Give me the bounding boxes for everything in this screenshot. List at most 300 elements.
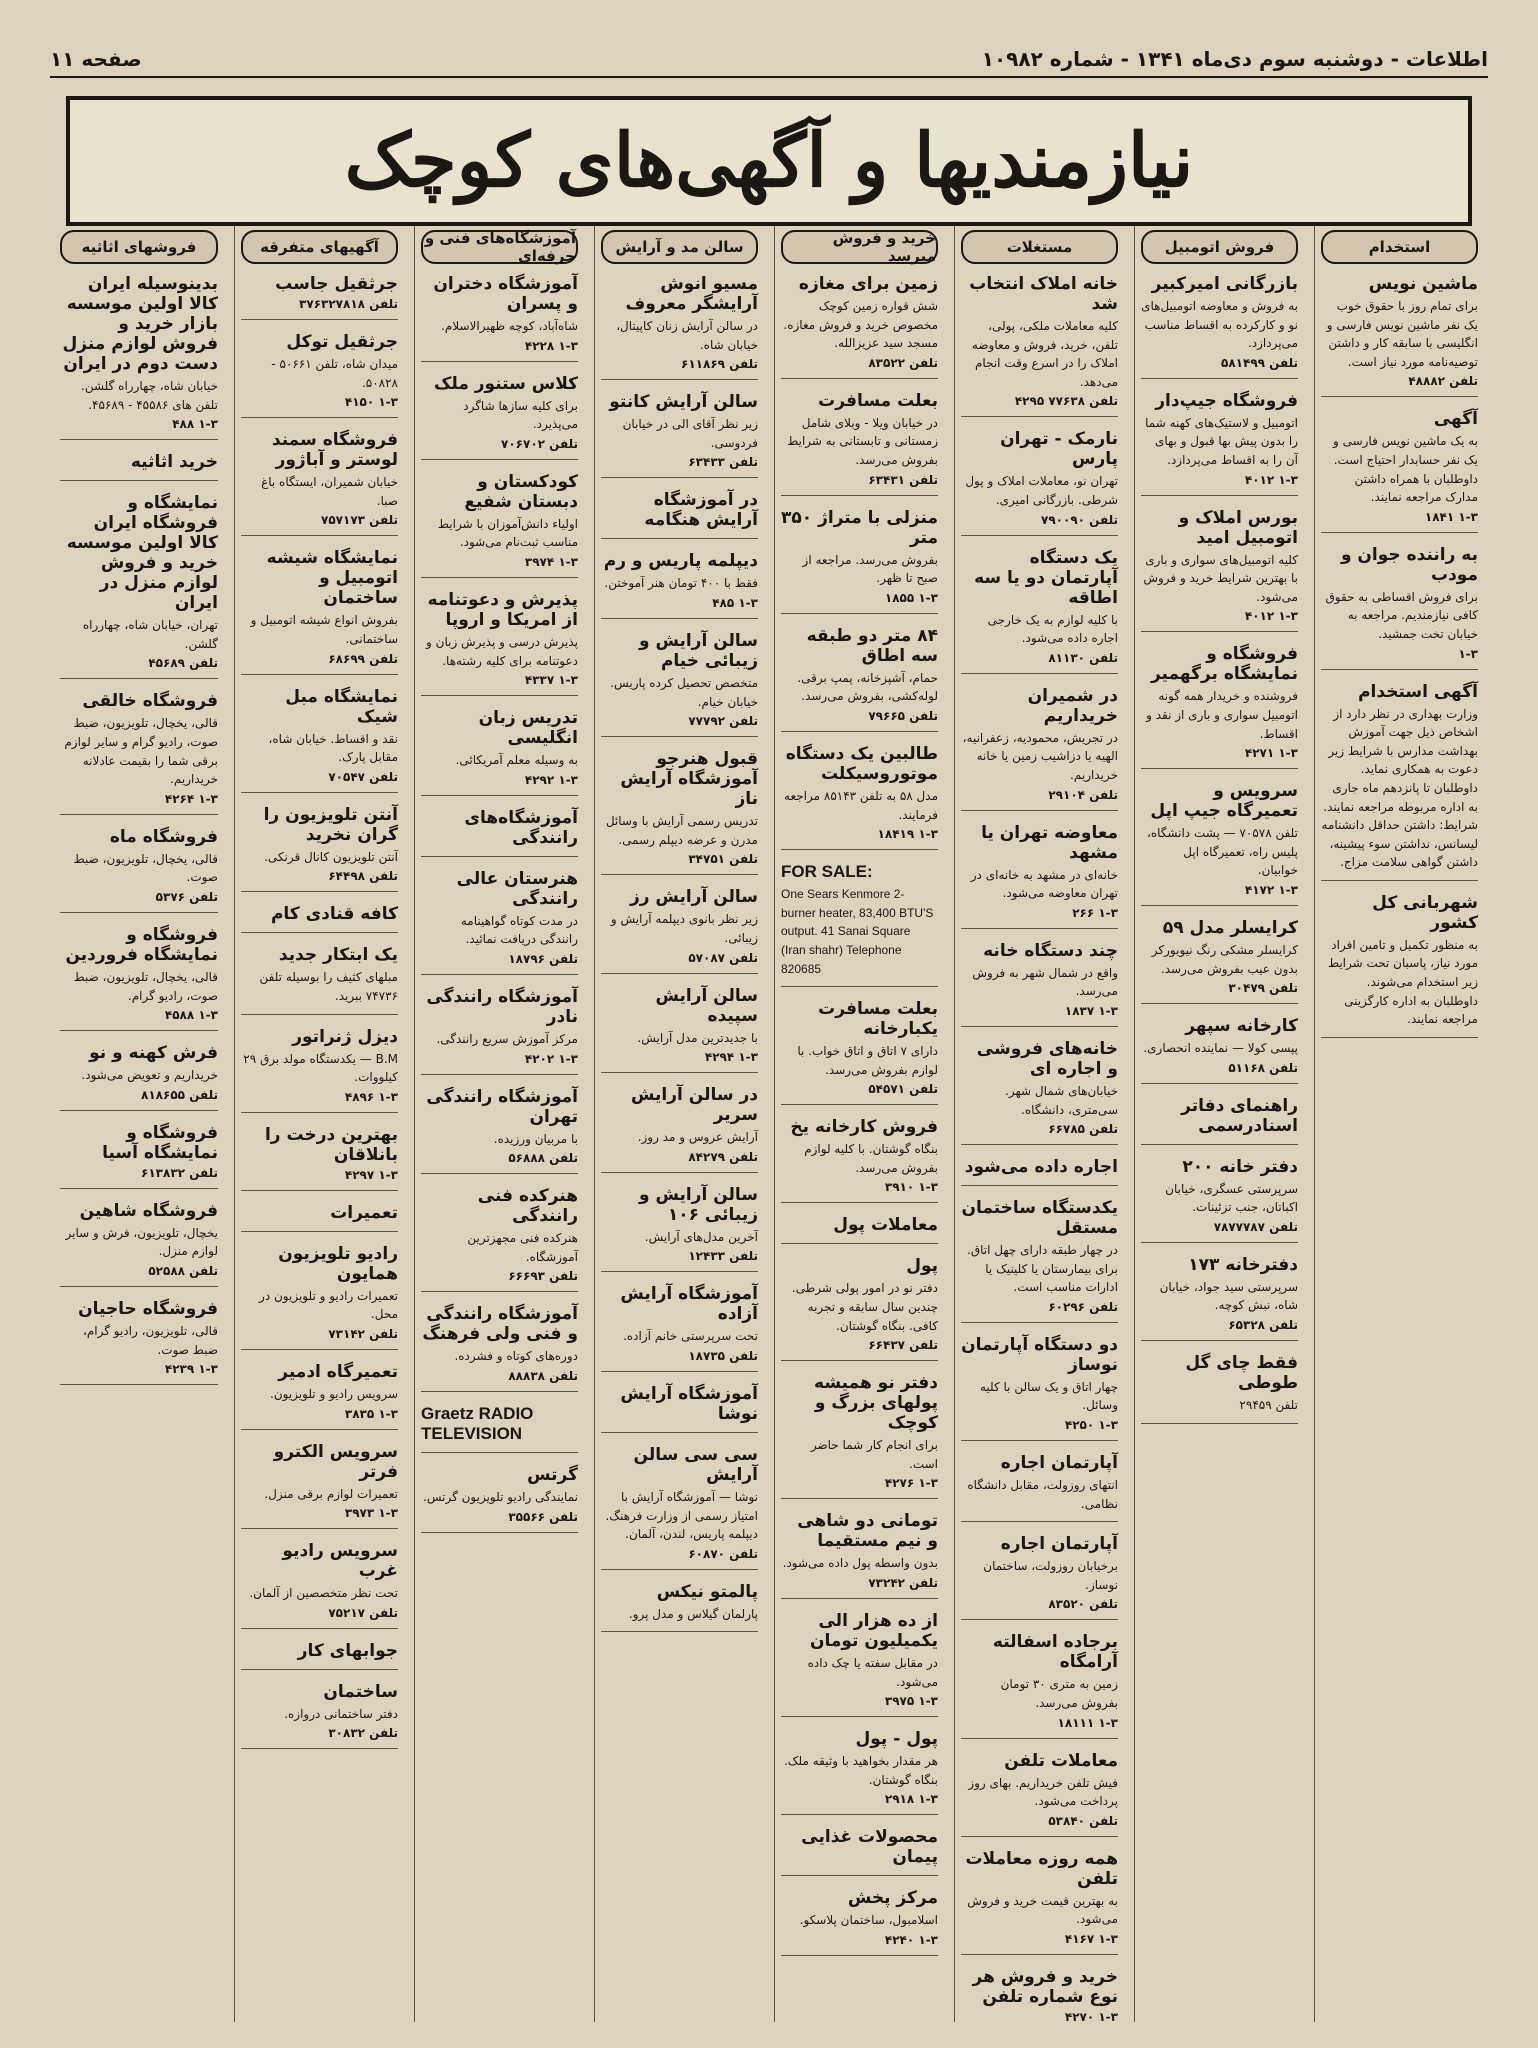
- ad-title: یک دستگاه آپارتمان دو یا سه اطاقه: [974, 547, 1118, 608]
- ad-title: خرید اثاثیه: [130, 452, 218, 473]
- classified-ad: [241, 332, 398, 418]
- classified-ad: [781, 999, 938, 1105]
- ad-title: آپارتمان اجاره: [1000, 1534, 1118, 1555]
- classified-ad: [961, 274, 1118, 417]
- classified-ad: [961, 1335, 1118, 1441]
- classified-ad: [601, 1445, 758, 1570]
- ad-divider: [241, 1112, 398, 1113]
- ad-phone: تلفن ۷۰۶۷۰۲: [501, 436, 578, 451]
- ad-body: خریداریم و تعویض می‌شود.: [81, 1068, 218, 1083]
- classified-ad: [961, 1039, 1118, 1145]
- ad-title: سرویس و تعمیرگاه جیپ اپل: [1150, 781, 1298, 822]
- ad-title: تدریس زبان انگلیسی: [478, 708, 578, 749]
- classified-ad: [601, 392, 758, 478]
- ad-phone: تلفن ۳۰۸۳۲: [328, 1726, 398, 1741]
- ad-title: پالمتو نیکس: [656, 1581, 758, 1602]
- classified-ad: [60, 1299, 218, 1385]
- ad-body: خانه‌ای در مشهد به خانه‌ای در تهران معاوضه می‌شود.: [970, 867, 1118, 901]
- ad-divider: [601, 736, 758, 737]
- ad-divider: [601, 1072, 758, 1073]
- ad-body: B.M — یکدستگاه مولد برق ۲۹ کیلووات.: [243, 1051, 398, 1085]
- ad-title: مسیو انوش آرایشگر معروف: [625, 274, 758, 314]
- ad-body: بفروش انواع شیشه اتومبیل و ساختمانی.: [250, 613, 398, 646]
- ad-phone: تلفن ۵۱۱۶۸: [1228, 1060, 1298, 1075]
- ad-body: تحت سرپرستی خانم آزاده.: [623, 1329, 758, 1344]
- ad-divider: [241, 674, 398, 675]
- ad-divider: [601, 1631, 758, 1632]
- ad-body: قالی، تلویزیون، رادیو گرام، ضبط صوت.: [82, 1323, 218, 1357]
- ad-body: کرایسلر مشکی رنگ نیویورکر بدون عیب بفروش می‌رسد.: [1151, 942, 1298, 976]
- ad-column: [594, 226, 764, 2022]
- ad-phone: ۱-۳ ۴۰۱۲: [1244, 472, 1298, 487]
- ad-divider: [781, 1360, 938, 1361]
- ad-body: برخیابان روزولت، ساختمان نوساز.: [983, 1559, 1118, 1592]
- ad-body: تحت نظر متخصصین از آلمان.: [249, 1586, 398, 1601]
- ad-divider: [1141, 1144, 1298, 1145]
- ad-body: متخصص تحصیل کرده پاریس. خیابان خیام.: [610, 675, 758, 709]
- ad-body: اولیاء دانش‌آموزان با شرایط مناسب ثبت‌نام می‌شود.: [437, 516, 578, 550]
- ad-title: فروشگاه خالقی: [82, 691, 218, 712]
- ad-body: زمین به متری ۳۰ تومان بفروش می‌رسد.: [1000, 1677, 1118, 1711]
- ad-divider: [421, 459, 578, 460]
- ad-body: تعمیرات رادیو و تلویزیون در محل.: [259, 1288, 398, 1322]
- ad-body: تلفن ۷۰۵۷۸ — پشت دانشگاه، پلیس راه، تعمیرگاه اپل خوابیان.: [1146, 826, 1298, 878]
- ad-body: بدون واسطه پول داده می‌شود.: [782, 1556, 938, 1571]
- classified-ad: [241, 430, 398, 536]
- ad-body: در چهار طبقه دارای چهل اتاق. برای بیمارستان یا کلینیک یا ادارات مناسب است.: [967, 1243, 1118, 1295]
- classified-ad: [1141, 781, 1298, 906]
- ad-title: خانه املاک انتخاب شد: [969, 274, 1118, 314]
- ad-body: با مربیان ورزیده.: [493, 1131, 578, 1146]
- ad-title: نمایشگاه مبل شیک: [285, 686, 398, 727]
- ad-title: سالن آرایش رز: [629, 887, 758, 908]
- ad-body: سرپرستی سید جواد، خیابان شاه، نبش کوچه.: [1159, 1279, 1298, 1313]
- classified-ad: [1141, 918, 1298, 1004]
- ad-divider: [241, 1628, 398, 1629]
- ad-body: آخرین مدل‌های آرایش.: [644, 1229, 758, 1244]
- column-heading: فروشهای اثاثیه: [60, 230, 218, 264]
- ad-phone: تلفن ۵۴۵۷۱: [868, 1082, 938, 1097]
- ad-phone: ۱-۳ ۳۸۳۵: [344, 1406, 398, 1421]
- ad-divider: [781, 378, 938, 379]
- ad-body: دفتر نو در امور پولی شرطی. چندین سال سابقه و تجربه کافی. بنگاه گوشتان.: [791, 1281, 938, 1333]
- ad-title: پذیرش و دعوتنامه از امریکا و اروپا: [427, 589, 578, 630]
- ad-title: سالن آرایش سپیده: [655, 985, 758, 1026]
- ad-column: [234, 226, 404, 2022]
- ad-divider: [1321, 1037, 1478, 1038]
- ad-phone: ۱-۳ ۴۲۶۴: [164, 791, 218, 806]
- classified-ad: [961, 1751, 1118, 1837]
- ad-divider: [961, 810, 1118, 811]
- ad-divider: [961, 673, 1118, 674]
- ad-title: برجاده اسفالته آرامگاه: [992, 1632, 1118, 1673]
- ad-phone: تلفن ۷۵۷۱۷۳: [321, 513, 398, 528]
- ad-divider: [421, 1391, 578, 1392]
- page-number: صفحه ۱۱: [50, 47, 142, 71]
- ad-title: فقط چای گل طوطی: [1185, 1353, 1298, 1394]
- ad-phone: تلفن ۳۵۵۶۶: [508, 1509, 578, 1524]
- ad-body: برای فروش اقساطی به حقوق کافی نیازمندیم. مراجعه به خیابان تخت جمشید.: [1325, 589, 1478, 641]
- ad-body: برای تمام روز با حقوق خوب یک نفر ماشین نویس فارسی و انگلیسی با سابقه کار و داشتن توصیه‌نامه مورد نیاز است.: [1326, 299, 1478, 369]
- classified-ad: [781, 274, 938, 379]
- classified-ad: [421, 869, 578, 975]
- ad-title: سالن آرایش کانتو: [609, 392, 758, 413]
- ad-phone: ۱-۳ ۴۲۲۸: [524, 338, 578, 353]
- ad-body: برای کلیه سازها شاگرد می‌پذیرد.: [463, 398, 578, 432]
- ad-divider: [781, 1598, 938, 1599]
- classified-ad: [961, 686, 1118, 811]
- ad-divider: [601, 477, 758, 478]
- ad-phone: تلفن ۴۵۶۸۹: [148, 656, 218, 671]
- ad-phone: ۱-۳ ۴۲۷۰: [1064, 2010, 1118, 2022]
- ad-title: FOR SALE:: [781, 862, 873, 882]
- ad-divider: [1141, 1340, 1298, 1341]
- ad-divider: [241, 1190, 398, 1191]
- classified-ad: [241, 1641, 398, 1670]
- ad-body: مدل ۵۸ به تلفن ۸۵۱۴۳ مراجعه فرمایند.: [784, 788, 938, 822]
- ad-title: تعمیرات: [330, 1202, 398, 1223]
- ad-body: در مدت کوتاه گواهینامه رانندگی دریافت نمائید.: [460, 913, 578, 947]
- ad-title: فروشگاه و نمایشگاه برگهمیر: [1150, 644, 1298, 685]
- ad-title: بهترین درخت را بانلاقان: [264, 1124, 398, 1165]
- ad-body: خیابان‌های شمال شهر. سی‌متری، دانشگاه.: [1005, 1083, 1118, 1117]
- ad-divider: [241, 1349, 398, 1350]
- ad-body: تلفن ۲۹۴۵۹: [1239, 1398, 1298, 1413]
- ad-body: شاه‌آباد، کوچه ظهیرالاسلام.: [441, 319, 578, 333]
- ad-divider: [60, 480, 218, 481]
- ad-phone: ۱-۳ ۲۹۱۸: [884, 1792, 938, 1807]
- ad-title: گرتس: [527, 1464, 578, 1485]
- ad-divider: [781, 1243, 938, 1244]
- ad-divider: [421, 974, 578, 975]
- ad-title: آموزشگاه آرایش آزاده: [620, 1284, 758, 1325]
- ad-divider: [1321, 532, 1478, 533]
- classified-ad: [60, 274, 218, 440]
- ad-phone: تلفن ۸۸۸۳۸: [508, 1368, 578, 1383]
- ad-phone: ۱-۳ ۴۳۳۷: [524, 673, 578, 688]
- ad-body: به یک ماشین نویس فارسی و یک نفر حسابدار احتیاج است. داوطلبان با همراه داشتن مدارک مراجعه نمایند.: [1332, 434, 1478, 505]
- ad-body: سرویس رادیو و تلویزیون.: [270, 1386, 398, 1401]
- ad-phone: تلفن ۸۳۵۲۰: [1048, 1597, 1118, 1612]
- ad-divider: [421, 1532, 578, 1533]
- ad-title: معاوضه تهران یا مشهد: [981, 822, 1118, 863]
- ad-title: نارمک - تهران پارس: [1000, 429, 1118, 470]
- ad-phone: ۱-۳ ۴۸۵: [712, 595, 758, 610]
- classified-ad: [1141, 644, 1298, 769]
- ad-title: پول - پول: [855, 1729, 938, 1750]
- ad-phone: تلفن ۶۰۲۹۶: [1048, 1299, 1118, 1314]
- ad-title: سرویس رادیو غرب: [282, 1541, 398, 1582]
- classified-ad: [781, 1511, 938, 1599]
- classified-ad: [1321, 893, 1478, 1038]
- header-date: اطلاعات - دوشنبه سوم دی‌ماه ۱۳۴۱ - شماره ۱۰۹۸۲: [981, 47, 1488, 71]
- classified-ad: [781, 1215, 938, 1244]
- ad-body: وزارت بهداری در نظر دارد از اشخاص ذیل جهت آموزش بهداشت مدارس با شرایط زیر دعوت به همکاری نماید. داوطلبان تا پانزدهم ماه جاری به اداره مربوطه مراجعه نمایند. شرایط: داشتن حداقل دانشنامه لیسانس، نداشتن سوء پیشینه، داشتن گواهی سلامت مزاج.: [1321, 706, 1478, 870]
- ad-phone: ۱-۳ ۳۹۷۴: [524, 554, 578, 569]
- ad-phone: تلفن ۶۶۶۹۳: [508, 1269, 578, 1284]
- classified-ad: [781, 744, 938, 850]
- ad-phone: ۱-۳ ۴۲۷۱: [1244, 746, 1298, 761]
- ad-title: بعلت مسافرت: [818, 390, 938, 411]
- ad-divider: [961, 416, 1118, 417]
- ad-title: آگهی استخدام: [1358, 681, 1478, 702]
- ad-body: دوره‌های کوتاه و فشرده.: [454, 1349, 578, 1364]
- classified-ad: [241, 1362, 398, 1430]
- ad-divider: [241, 1014, 398, 1015]
- ad-title: دو دستگاه آپارتمان نوساز: [961, 1334, 1118, 1375]
- ad-phone: ۱-۳ ۴۲۵۰: [1064, 1418, 1118, 1433]
- ad-divider: [781, 1202, 938, 1203]
- classified-ad: [1141, 391, 1298, 496]
- ad-divider: [241, 891, 398, 892]
- ad-phone: تلفن ۸۱۸۶۵۵: [141, 1087, 218, 1102]
- classified-ad: [781, 1256, 938, 1361]
- ad-title: معاملات تلفن: [1004, 1750, 1118, 1771]
- ad-divider: [601, 1569, 758, 1570]
- ad-title: فروشگاه جیپ‌دار: [1155, 390, 1298, 411]
- classified-ad: [241, 1244, 398, 1350]
- classified-ad: [961, 1198, 1118, 1323]
- classified-ad: [1321, 545, 1478, 670]
- ad-title: فروشگاه و نمایشگاه آسیا: [102, 1122, 218, 1163]
- ad-phone: تلفن ۷۷۶۳۸ ۴۲۹۵: [1014, 394, 1118, 409]
- ad-body: واقع در شمال شهر به فروش می‌رسد.: [972, 965, 1118, 999]
- classified-ad: [781, 1611, 938, 1717]
- ad-title: سرویس الکترو فرتر: [273, 1441, 398, 1482]
- ad-title: جوابهای کار: [297, 1640, 398, 1661]
- classified-ad: [781, 1373, 938, 1499]
- classified-ad: [601, 1284, 758, 1372]
- ad-divider: [1321, 880, 1478, 881]
- ad-divider: [1141, 1083, 1298, 1084]
- ad-title: فروش کارخانه یخ: [790, 1117, 938, 1138]
- ad-divider: [781, 1955, 938, 1956]
- ad-body: به وسیله معلم آمریکائی.: [455, 753, 578, 768]
- ad-body: دارای ۷ اتاق و اتاق خواب. با لوازم بفروش می‌رسد.: [797, 1044, 938, 1077]
- column-heading: آموزشگاه‌های فنی و حرفه‌ای: [421, 230, 578, 264]
- ad-title: هنرستان عالی رانندگی: [456, 868, 578, 909]
- classified-ad: [781, 1117, 938, 1203]
- ad-title: مرکز پخش: [847, 1888, 938, 1909]
- ad-phone: تلفن ۶۱۳۸۳۲: [141, 1165, 218, 1180]
- column-heading: مستغلات: [961, 230, 1118, 264]
- column-heading: خرید و فروش میرسد: [781, 230, 938, 264]
- ad-divider: [1141, 768, 1298, 769]
- ad-body: تدریس رسمی آرایش با وسائل مدرن و عرضه دیپلم رسمی.: [605, 814, 758, 847]
- ad-body: نمایندگی رادیو تلویزیون گرتس.: [423, 1489, 578, 1504]
- ad-phone: تلفن ۱۸۷۳۵: [688, 1348, 758, 1363]
- ad-body: زیر نظر آقای الی در خیابان فردوسی.: [622, 417, 758, 450]
- classified-ad: [241, 1682, 398, 1750]
- ad-divider: [60, 1188, 218, 1189]
- classified-ad: [961, 941, 1118, 1027]
- ad-phone: تلفن ۵۳۷۶: [155, 889, 218, 904]
- ad-divider: [781, 1104, 938, 1105]
- classified-ad: [60, 493, 218, 679]
- ad-divider: [60, 1286, 218, 1287]
- ad-title: محصولات غذایی پیمان: [801, 1827, 938, 1868]
- ad-divider: [781, 849, 938, 850]
- ad-title: بدینوسیله ایران کالا اولین موسسه بازار خرید و فروش لوازم منزل دست دوم در ایران: [62, 274, 218, 374]
- classified-ad: [781, 508, 938, 614]
- classified-ad: [961, 1967, 1118, 2022]
- ad-divider: [421, 1074, 578, 1075]
- ad-title: به راننده جوان و مودب: [1340, 544, 1478, 585]
- classified-ad: [241, 945, 398, 1014]
- classified-ad: [961, 1849, 1118, 1955]
- ad-phone: تلفن ۳۷۶۳۲۷۸۱۸: [299, 297, 398, 311]
- ad-title: یک ابتکار جدید: [278, 945, 398, 966]
- ad-title: آموزشگاه آرایش نوشا: [620, 1383, 758, 1424]
- ad-divider: [601, 1271, 758, 1272]
- ad-phone: ۱-۳ ۴۲۷۶: [884, 1476, 938, 1491]
- ad-body: به منظور تکمیل و تامین افراد مورد نیاز، پاسبان تحت شرایط زیر استخدام می‌شوند. داوطلبان به اداره کارگزینی مراجعه نمایند.: [1327, 937, 1478, 1027]
- ad-phone: تلفن ۳۰۴۷۹: [1228, 981, 1298, 996]
- ad-title: تومانی دو شاهی و نیم مستقیما: [797, 1511, 938, 1552]
- ad-divider: [421, 577, 578, 578]
- ad-divider: [1141, 631, 1298, 632]
- classified-ad: [241, 1203, 398, 1232]
- classified-ad: [421, 708, 578, 796]
- ad-title: فروشگاه سمند لوستر و آباژور: [271, 430, 398, 471]
- ad-divider: [241, 792, 398, 793]
- ad-divider: [961, 1440, 1118, 1441]
- ad-phone: تلفن ۷۰۵۴۷: [328, 769, 398, 784]
- ad-divider: [421, 695, 578, 696]
- column-heading: آگهیهای متفرقه: [241, 230, 398, 264]
- ad-title: سالن آرایش و زیبائی خیام: [638, 630, 758, 671]
- classified-ad: [60, 827, 218, 913]
- ad-phone: ۱-۳ ۴۲۹۲: [524, 772, 578, 787]
- ad-body: آرایش عروس و مد روز.: [637, 1130, 758, 1145]
- ad-divider: [961, 1322, 1118, 1323]
- ad-body: هر مقدار بخواهید با وثیقه ملک. بنگاه گوشتان.: [783, 1754, 938, 1787]
- ad-phone: ۱-۳ ۱۸۵۵: [884, 590, 938, 605]
- classified-ad: [421, 808, 578, 857]
- classified-ad: [421, 987, 578, 1075]
- ad-title: راهنمای دفاتر اسنادرسمی: [1181, 1095, 1298, 1136]
- ad-title: فروشگاه ماه: [109, 826, 218, 847]
- ad-divider: [601, 973, 758, 974]
- ad-title: جرثقیل توکل: [286, 332, 398, 352]
- ad-divider: [961, 1521, 1118, 1522]
- ad-phone: تلفن ۴۸۸۸۲: [1408, 374, 1478, 389]
- ad-phone: ۱-۳ ۳۹۷۵: [884, 1694, 938, 1709]
- classified-ad: [60, 925, 218, 1031]
- ad-phone: ۱-۳: [1458, 646, 1478, 661]
- ad-divider: [601, 874, 758, 875]
- ad-phone: تلفن ۵۶۸۸۸: [508, 1151, 578, 1166]
- classified-ad: [961, 1534, 1118, 1620]
- ad-divider: [601, 538, 758, 539]
- ad-phone: ۱-۳ ۱۸۴۱: [1424, 509, 1478, 524]
- classified-ad: [601, 1185, 758, 1273]
- classified-ad: [781, 1888, 938, 1956]
- ad-body: تعمیرات لوازم برقی منزل.: [264, 1486, 398, 1501]
- ad-divider: [421, 795, 578, 796]
- ad-title: دفتر خانه ۲۰۰: [1182, 1156, 1298, 1177]
- ad-divider: [241, 1669, 398, 1670]
- ad-title: معاملات پول: [833, 1215, 938, 1236]
- ad-title: پول: [906, 1256, 938, 1277]
- ad-phone: تلفن ۵۸۱۴۹۹: [1221, 355, 1298, 370]
- ad-phone: تلفن ۷۳۲۴۲: [868, 1576, 938, 1591]
- ad-title: اجاره داده می‌شود: [964, 1157, 1118, 1178]
- classifieds-columns: [54, 226, 1484, 2022]
- ad-divider: [60, 439, 218, 440]
- ad-body: در سالن آرایش زنان کاپیتال، خیابان شاه.: [616, 319, 758, 352]
- classified-ad: [241, 1027, 398, 1113]
- ad-title: کرایسلر مدل ۵۹: [1162, 917, 1298, 938]
- classified-ad: [601, 1085, 758, 1173]
- ad-divider: [961, 535, 1118, 536]
- ad-title: فروشگاه حاجیان: [78, 1298, 218, 1319]
- classified-ad: [601, 631, 758, 737]
- ad-title: بعلت مسافرت یکبارخانه: [818, 999, 938, 1040]
- ad-divider: [961, 1619, 1118, 1620]
- ad-phone: ۱-۳ ۴۰۱۲: [1244, 609, 1298, 624]
- classified-ad: [60, 1043, 218, 1111]
- ad-divider: [60, 814, 218, 815]
- ad-divider: [421, 1173, 578, 1174]
- ad-title: جرثقیل جاسب: [275, 274, 398, 294]
- ad-phone: تلفن ۳۴۷۵۱: [688, 852, 758, 867]
- ad-divider: [961, 1144, 1118, 1145]
- ad-title: آموزشگاه‌های رانندگی: [464, 807, 578, 848]
- ad-phone: تلفن ۶۴۴۹۸: [328, 869, 398, 884]
- ad-column: [774, 226, 944, 2022]
- classified-ad: [241, 548, 398, 674]
- ad-body: اتومبیل و لاستیک‌های کهنه شما را بدون پیش بها قبول و بهای آن را به اقساط می‌پردازد.: [1145, 415, 1298, 467]
- ad-body: نقد و اقساط. خیابان شاه، مقابل پارک.: [268, 731, 398, 765]
- ad-title: منزلی با متراژ ۳۵۰ متر: [781, 507, 938, 548]
- classified-ad: [421, 1465, 578, 1533]
- ad-phone: ۱-۳ ۴۱۶۷: [1064, 1932, 1118, 1946]
- classified-ad: [241, 904, 398, 933]
- ad-divider: [60, 1030, 218, 1031]
- ad-title: طالبین یک دستگاه موتوروسیکلت: [785, 743, 938, 784]
- ad-title: آنتن تلویزیون را گران نخرید: [263, 804, 398, 845]
- ad-body: قالی، یخچال، تلویزیون، ضبط صوت، رادیو گرام.: [73, 969, 218, 1003]
- classified-ad: [1321, 682, 1478, 881]
- ad-body: شش قواره زمین کوچک مخصوص خرید و فروش مغازه. مسجد سید عزیزالله.: [783, 299, 938, 351]
- ad-phone: ۱-۳ ۴۱۵۰: [344, 395, 398, 410]
- ad-phone: تلفن ۵۷۰۸۷: [688, 950, 758, 965]
- ad-phone: ۱-۳ ۱۸۴۱۹: [877, 827, 938, 842]
- ad-body: در مقابل سفته یا چک داده می‌شود.: [807, 1656, 938, 1689]
- ad-body: به فروش و معاوضه اتومبیل‌های نو و کارکرده به اقساط مناسب می‌پردازد.: [1141, 299, 1298, 351]
- classified-ad: [781, 626, 938, 732]
- classified-ad: [1141, 508, 1298, 633]
- ad-body: زیر نظر بانوی دیپلمه آرایش و زیبائی.: [610, 912, 758, 945]
- column-heading: سالن مد و آرایش: [601, 230, 758, 264]
- ad-divider: [601, 618, 758, 619]
- ad-title: همه روزه معاملات تلفن: [965, 1848, 1118, 1889]
- classified-ad: [241, 1442, 398, 1530]
- ad-column: [1134, 226, 1304, 2022]
- ad-title: سالن آرایش و زیبائی ۱۰۶: [638, 1184, 758, 1225]
- ad-divider: [60, 1110, 218, 1111]
- classified-ad: [961, 1453, 1118, 1522]
- ad-phone: تلفن ۶۶۴۳۷: [868, 1338, 938, 1353]
- ad-body: کلیه اتومبیل‌های سواری و باری با بهترین شرایط خرید و فروش می‌شود.: [1143, 552, 1298, 604]
- ad-body: پارلمان گیلاس و مدل پرو.: [628, 1606, 758, 1621]
- classified-ad: [1141, 274, 1298, 379]
- ad-title: سی سی سالن آرایش: [633, 1444, 758, 1485]
- ad-title: آموزشگاه رانندگی نادر: [426, 986, 578, 1027]
- ad-phone: تلفن ۱۸۷۹۶: [508, 951, 578, 966]
- ad-title: آموزشگاه رانندگی تهران: [426, 1086, 578, 1127]
